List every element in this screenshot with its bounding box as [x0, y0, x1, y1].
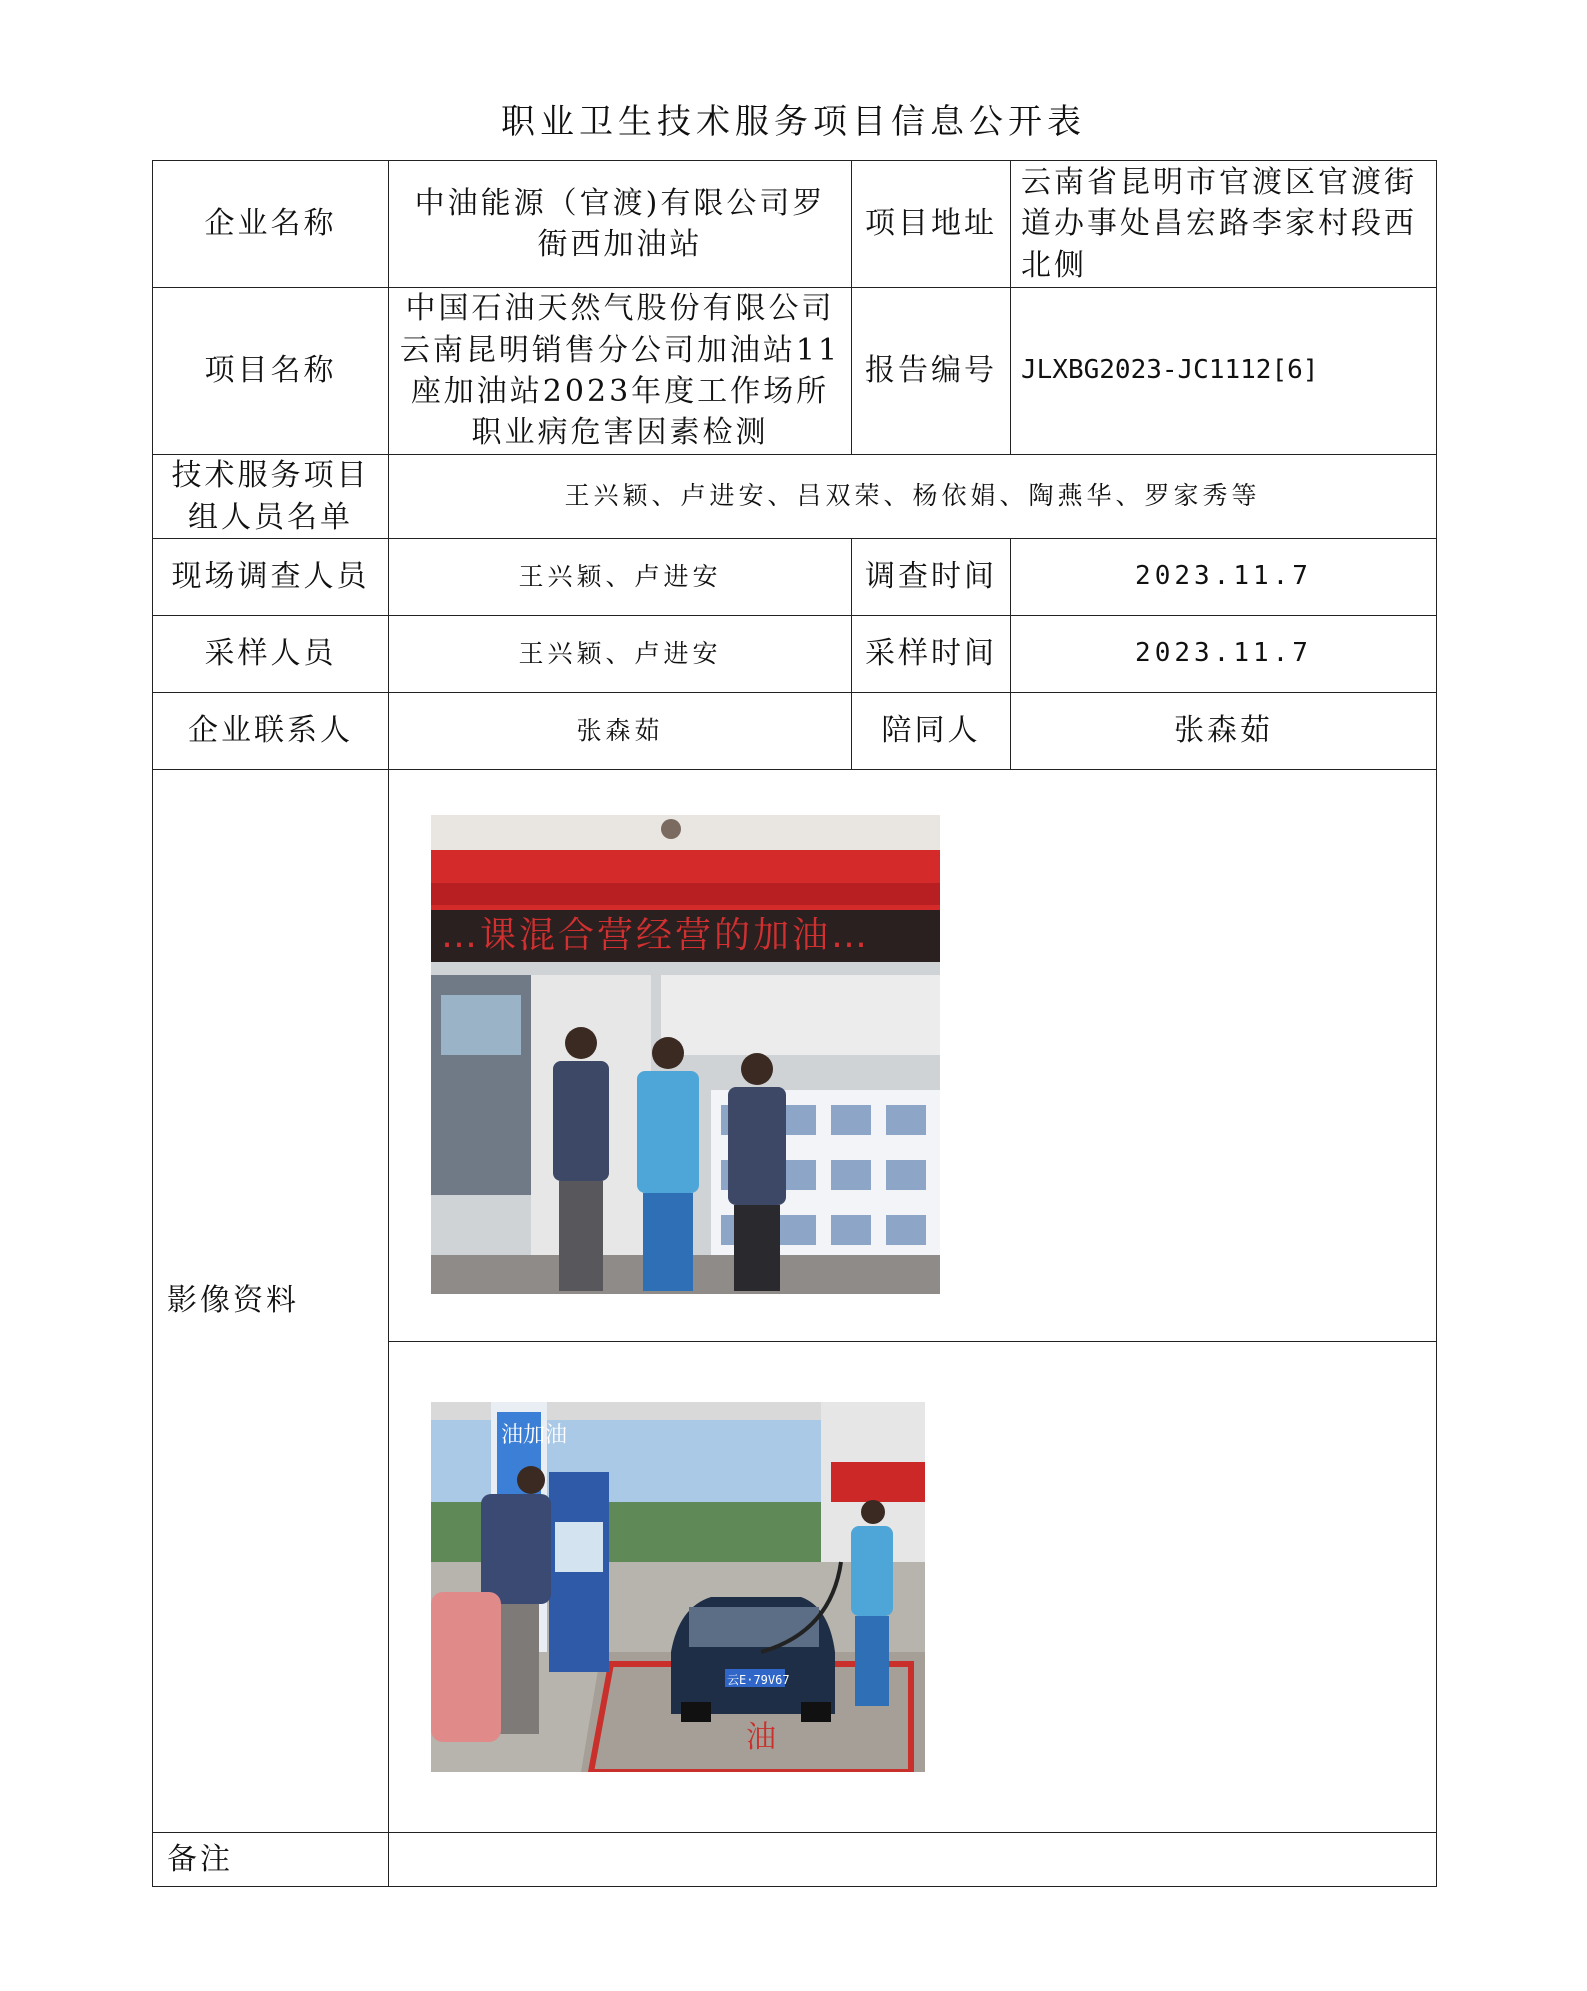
sampling-time-value: 2023.11.7	[1011, 616, 1437, 693]
report-label: 报告编号	[852, 288, 1011, 455]
row-survey	[153, 539, 1437, 616]
row-contact	[153, 693, 1437, 770]
address-value: 云南省昆明市官渡区官渡街道办事处昌宏路李家村段西北侧	[1011, 161, 1437, 288]
led-sign-text: …课混合营经营的加油…	[441, 915, 871, 956]
contact-label: 企业联系人	[153, 693, 389, 770]
team-value: 王兴颖、卢进安、吕双荣、杨依娟、陶燕华、罗家秀等	[389, 455, 1437, 539]
station-store-photo	[431, 815, 940, 1294]
images-label: 影像资料	[153, 770, 389, 1833]
contact-value: 张森茹	[389, 693, 852, 770]
sampling-people-value: 王兴颖、卢进安	[389, 616, 852, 693]
project-value: 中国石油天然气股份有限公司云南昆明销售分公司加油站11座加油站2023年度工作场所职业病危害因素检测	[389, 288, 852, 455]
survey-people-value: 王兴颖、卢进安	[389, 539, 852, 616]
project-label: 项目名称	[153, 288, 389, 455]
remarks-value	[389, 1833, 1437, 1887]
photo-cell-2	[389, 1342, 1437, 1833]
remarks-label: 备注	[153, 1833, 389, 1887]
address-label: 项目地址	[852, 161, 1011, 288]
license-plate-text: 云E·79V67	[727, 1673, 790, 1687]
survey-people-label: 现场调查人员	[153, 539, 389, 616]
team-label: 技术服务项目组人员名单	[153, 455, 389, 539]
sampling-time-label: 采样时间	[852, 616, 1011, 693]
fuel-pump-photo	[431, 1402, 925, 1772]
escort-value: 张森茹	[1011, 693, 1437, 770]
page-title: 职业卫生技术服务项目信息公开表	[501, 102, 1086, 142]
row-remarks	[153, 1833, 1437, 1887]
row-image-1	[153, 770, 1437, 1342]
row-sampling	[153, 616, 1437, 693]
photo-cell-1	[389, 770, 1437, 1342]
survey-time-label: 调查时间	[852, 539, 1011, 616]
pump-sign-text: 油加油	[501, 1423, 568, 1448]
escort-label: 陪同人	[852, 693, 1011, 770]
company-value: 中油能源（官渡)有限公司罗衙西加油站	[389, 161, 852, 288]
row-team	[153, 455, 1437, 539]
info-table	[152, 160, 1437, 1887]
row-project	[153, 288, 1437, 455]
survey-time-value: 2023.11.7	[1011, 539, 1437, 616]
company-label: 企业名称	[153, 161, 389, 288]
row-company	[153, 161, 1437, 288]
ground-marking-text: 油	[746, 1720, 776, 1755]
sampling-people-label: 采样人员	[153, 616, 389, 693]
report-value: JLXBG2023-JC1112[6]	[1011, 288, 1437, 455]
